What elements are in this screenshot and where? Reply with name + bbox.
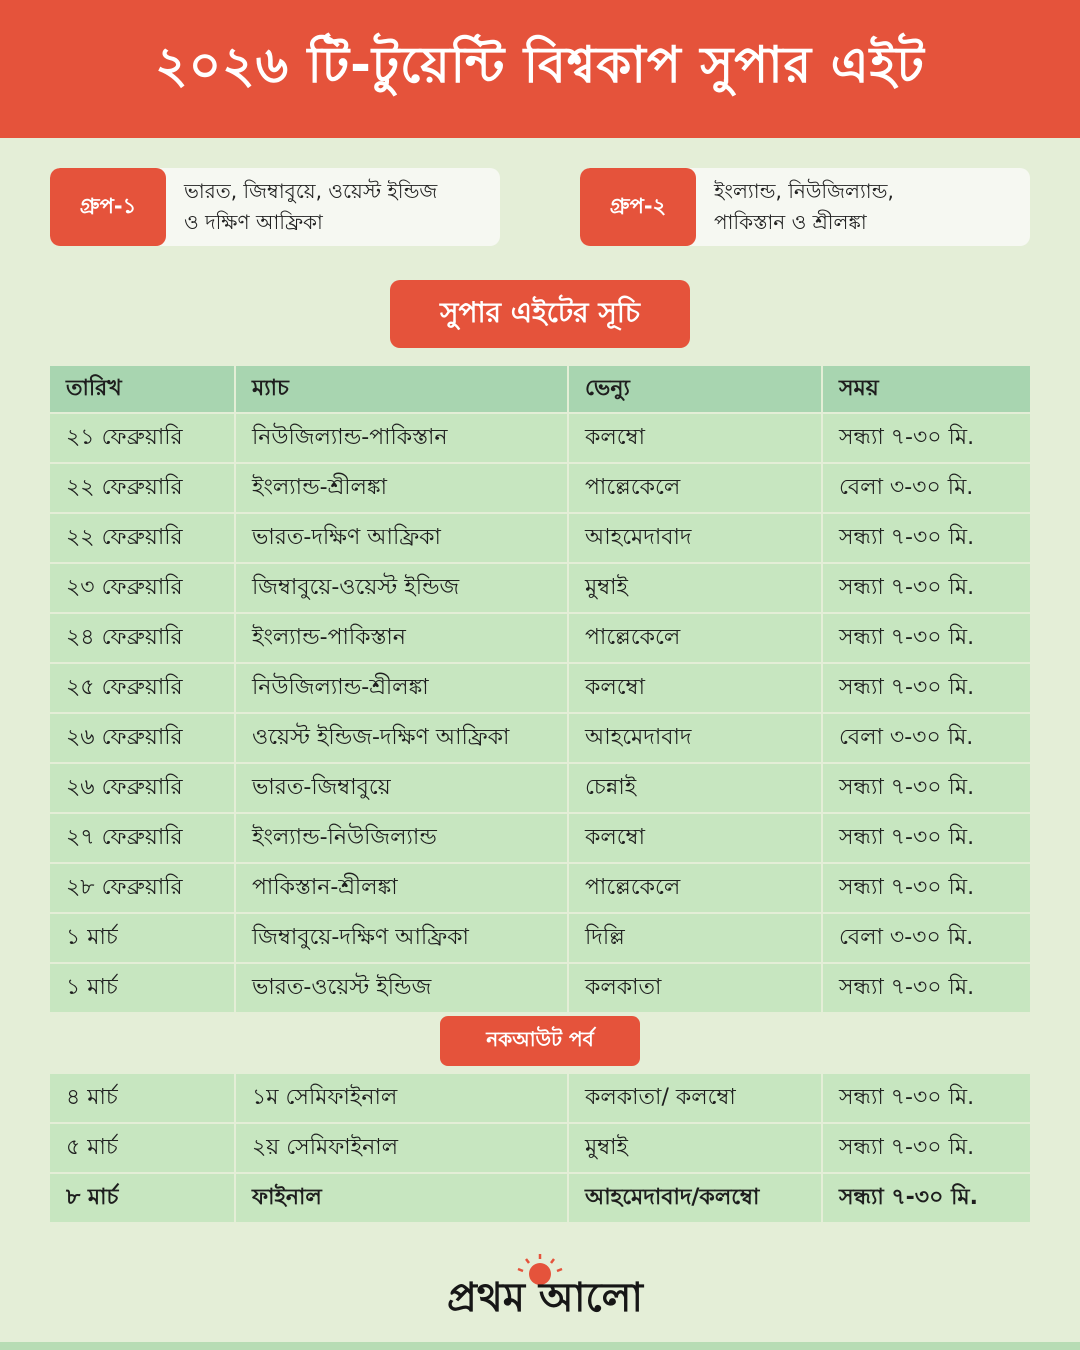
cell-match: জিম্বাবুয়ে-ওয়েস্ট ইন্ডিজ bbox=[236, 564, 569, 614]
cell-match: জিম্বাবুয়ে-দক্ষিণ আফ্রিকা bbox=[236, 914, 569, 964]
group-teams-line: ভারত, জিম্বাবুয়ে, ওয়েস্ট ইন্ডিজ bbox=[184, 179, 438, 203]
cell-match: ১ম সেমিফাইনাল bbox=[236, 1074, 569, 1124]
cell-match: ওয়েস্ট ইন্ডিজ-দক্ষিণ আফ্রিকা bbox=[236, 714, 569, 764]
cell-match: ফাইনাল bbox=[236, 1174, 569, 1224]
cell-venue: কলম্বো bbox=[569, 414, 823, 464]
table-row bbox=[50, 414, 1030, 464]
cell-date: ২৩ ফেব্রুয়ারি bbox=[50, 564, 236, 614]
table-row bbox=[50, 814, 1030, 864]
table-row bbox=[50, 714, 1030, 764]
column-header-match: ম্যাচ bbox=[236, 366, 569, 414]
cell-match: নিউজিল্যান্ড-শ্রীলঙ্কা bbox=[236, 664, 569, 714]
knockout-table bbox=[50, 1074, 1030, 1224]
cell-venue: মুম্বাই bbox=[569, 564, 823, 614]
cell-time: সন্ধ্যা ৭-৩০ মি. bbox=[823, 1074, 1030, 1124]
header-banner bbox=[0, 0, 1080, 138]
cell-time: সন্ধ্যা ৭-৩০ মি. bbox=[823, 514, 1030, 564]
cell-venue: কলকাতা bbox=[569, 964, 823, 1014]
bottom-divider bbox=[0, 1342, 1080, 1350]
cell-date: ২২ ফেব্রুয়ারি bbox=[50, 514, 236, 564]
cell-match: পাকিস্তান-শ্রীলঙ্কা bbox=[236, 864, 569, 914]
cell-time: বেলা ৩-৩০ মি. bbox=[823, 714, 1030, 764]
cell-time: সন্ধ্যা ৭-৩০ মি. bbox=[823, 864, 1030, 914]
group-card-2 bbox=[580, 168, 1030, 246]
table-row bbox=[50, 564, 1030, 614]
column-header-venue: ভেন্যু bbox=[569, 366, 823, 414]
cell-time: সন্ধ্যা ৭-৩০ মি. bbox=[823, 764, 1030, 814]
cell-time: সন্ধ্যা ৭-৩০ মি. bbox=[823, 614, 1030, 664]
table-row bbox=[50, 914, 1030, 964]
table-row bbox=[50, 1124, 1030, 1174]
cell-time: বেলা ৩-৩০ মি. bbox=[823, 464, 1030, 514]
cell-date: ২৬ ফেব্রুয়ারি bbox=[50, 764, 236, 814]
group-teams-line: ও দক্ষিণ আফ্রিকা bbox=[184, 210, 323, 234]
cell-date: ২২ ফেব্রুয়ারি bbox=[50, 464, 236, 514]
cell-time: সন্ধ্যা ৭-৩০ মি. bbox=[823, 664, 1030, 714]
cell-match: ভারত-ওয়েস্ট ইন্ডিজ bbox=[236, 964, 569, 1014]
cell-match: ভারত-জিম্বাবুয়ে bbox=[236, 764, 569, 814]
cell-date: ১ মার্চ bbox=[50, 914, 236, 964]
table-row bbox=[50, 764, 1030, 814]
table-row bbox=[50, 614, 1030, 664]
cell-match: ইংল্যান্ড-শ্রীলঙ্কা bbox=[236, 464, 569, 514]
cell-venue: পাল্লেকেলে bbox=[569, 864, 823, 914]
logo-text: প্রথম আলো bbox=[446, 1274, 644, 1321]
cell-match: ভারত-দক্ষিণ আফ্রিকা bbox=[236, 514, 569, 564]
table-row bbox=[50, 1074, 1030, 1124]
cell-date: ২৭ ফেব্রুয়ারি bbox=[50, 814, 236, 864]
page-title: ২০২৬ টি-টুয়েন্টি বিশ্বকাপ সুপার এইট bbox=[155, 35, 925, 94]
cell-match: ২য় সেমিফাইনাল bbox=[236, 1124, 569, 1174]
cell-venue: কলকাতা/ কলম্বো bbox=[569, 1074, 823, 1124]
cell-time: সন্ধ্যা ৭-৩০ মি. bbox=[823, 814, 1030, 864]
group-badge: গ্রুপ-২ bbox=[580, 168, 696, 246]
group-teams-line: পাকিস্তান ও শ্রীলঙ্কা bbox=[714, 210, 867, 234]
schedule-heading: সুপার এইটের সূচি bbox=[390, 280, 690, 348]
cell-time: সন্ধ্যা ৭-৩০ মি. bbox=[823, 1124, 1030, 1174]
cell-date: ২১ ফেব্রুয়ারি bbox=[50, 414, 236, 464]
cell-venue: আহমেদাবাদ bbox=[569, 514, 823, 564]
group-teams-line: ইংল্যান্ড, নিউজিল্যান্ড, bbox=[714, 179, 894, 203]
cell-venue: পাল্লেকেলে bbox=[569, 464, 823, 514]
cell-venue: কলম্বো bbox=[569, 814, 823, 864]
cell-venue: কলম্বো bbox=[569, 664, 823, 714]
column-header-date: তারিখ bbox=[50, 366, 236, 414]
table-row bbox=[50, 464, 1030, 514]
cell-date: ১ মার্চ bbox=[50, 964, 236, 1014]
table-row bbox=[50, 1174, 1030, 1224]
cell-venue: দিল্লি bbox=[569, 914, 823, 964]
cell-date: ২৪ ফেব্রুয়ারি bbox=[50, 614, 236, 664]
table-row bbox=[50, 664, 1030, 714]
cell-date: ৮ মার্চ bbox=[50, 1174, 236, 1224]
column-header-time: সময় bbox=[823, 366, 1030, 414]
cell-match: ইংল্যান্ড-পাকিস্তান bbox=[236, 614, 569, 664]
cell-match: নিউজিল্যান্ড-পাকিস্তান bbox=[236, 414, 569, 464]
cell-venue: আহমেদাবাদ/কলম্বো bbox=[569, 1174, 823, 1224]
cell-date: ২৬ ফেব্রুয়ারি bbox=[50, 714, 236, 764]
prothom-alo-logo bbox=[400, 1252, 690, 1322]
table-header-row bbox=[50, 366, 1030, 414]
cell-time: সন্ধ্যা ৭-৩০ মি. bbox=[823, 414, 1030, 464]
cell-venue: চেন্নাই bbox=[569, 764, 823, 814]
cell-venue: আহমেদাবাদ bbox=[569, 714, 823, 764]
cell-date: ৫ মার্চ bbox=[50, 1124, 236, 1174]
cell-venue: পাল্লেকেলে bbox=[569, 614, 823, 664]
table-row bbox=[50, 964, 1030, 1014]
group-teams bbox=[696, 176, 1014, 238]
cell-date: ২৮ ফেব্রুয়ারি bbox=[50, 864, 236, 914]
cell-time: সন্ধ্যা ৭-৩০ মি. bbox=[823, 1174, 1030, 1224]
group-teams bbox=[166, 176, 484, 238]
cell-time: সন্ধ্যা ৭-৩০ মি. bbox=[823, 564, 1030, 614]
cell-match: ইংল্যান্ড-নিউজিল্যান্ড bbox=[236, 814, 569, 864]
group-card-1 bbox=[50, 168, 500, 246]
cell-date: ৪ মার্চ bbox=[50, 1074, 236, 1124]
cell-time: বেলা ৩-৩০ মি. bbox=[823, 914, 1030, 964]
cell-time: সন্ধ্যা ৭-৩০ মি. bbox=[823, 964, 1030, 1014]
group-badge: গ্রুপ-১ bbox=[50, 168, 166, 246]
table-row bbox=[50, 514, 1030, 564]
knockout-heading: নকআউট পর্ব bbox=[440, 1016, 640, 1066]
cell-date: ২৫ ফেব্রুয়ারি bbox=[50, 664, 236, 714]
schedule-table bbox=[50, 366, 1030, 1014]
table-row bbox=[50, 864, 1030, 914]
cell-venue: মুম্বাই bbox=[569, 1124, 823, 1174]
